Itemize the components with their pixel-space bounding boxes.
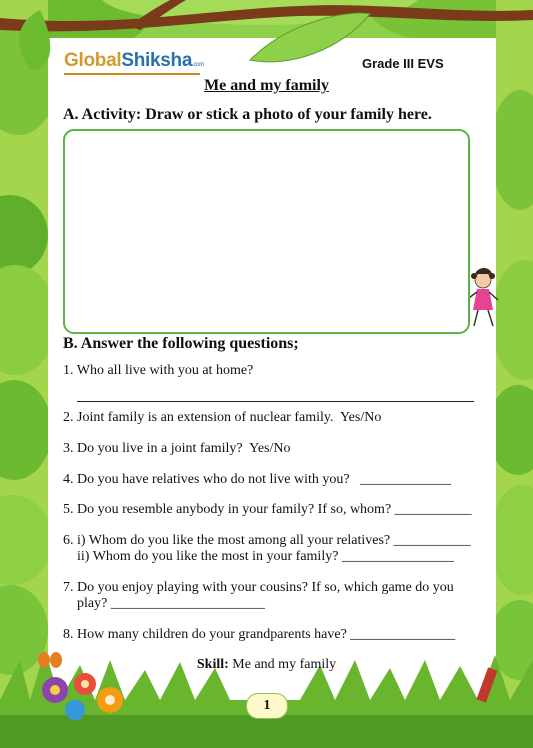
page-number-badge xyxy=(246,693,288,719)
site-logo xyxy=(64,50,204,72)
question-4: 4. Do you have relatives who do not live with you? _____________ xyxy=(63,472,452,487)
logo-text-shiksha: Shiksha xyxy=(121,50,193,71)
skill-text: Me and my family xyxy=(228,657,337,672)
question-6-ii: ii) Whom do you like the most in your family? ________________ xyxy=(63,549,454,564)
question-8: 8. How many children do your grandparents have? _______________ xyxy=(63,627,456,642)
photo-drawing-box[interactable] xyxy=(63,129,470,334)
logo-underline xyxy=(64,73,200,75)
question-2: 2. Joint family is an extension of nuclear family. Yes/No xyxy=(63,410,382,425)
logo-text-suffix: .com xyxy=(192,62,204,68)
grade-label: Grade III EVS xyxy=(362,56,444,71)
answer-line-1[interactable] xyxy=(77,401,474,402)
question-6-i: 6. i) Whom do you like the most among all your relatives? ___________ xyxy=(63,533,471,548)
question-5: 5. Do you resemble anybody in your family? If so, whom? ___________ xyxy=(63,502,472,517)
section-b-heading: B. Answer the following questions; xyxy=(63,335,299,352)
page-number: 1 xyxy=(263,698,271,713)
section-a-heading: A. Activity: Draw or stick a photo of your family here. xyxy=(63,106,432,123)
question-3: 3. Do you live in a joint family? Yes/No xyxy=(63,441,291,456)
question-7: 7. Do you enjoy playing with your cousins? If so, which game do you xyxy=(63,580,454,595)
question-7-cont: play? ______________________ xyxy=(63,596,265,611)
skill-label: Skill: xyxy=(196,657,229,672)
skill-footer xyxy=(0,657,533,673)
question-1: 1. Who all live with you at home? xyxy=(63,363,254,378)
logo-text-global: Global xyxy=(64,50,122,71)
page-title: Me and my family xyxy=(204,77,329,94)
